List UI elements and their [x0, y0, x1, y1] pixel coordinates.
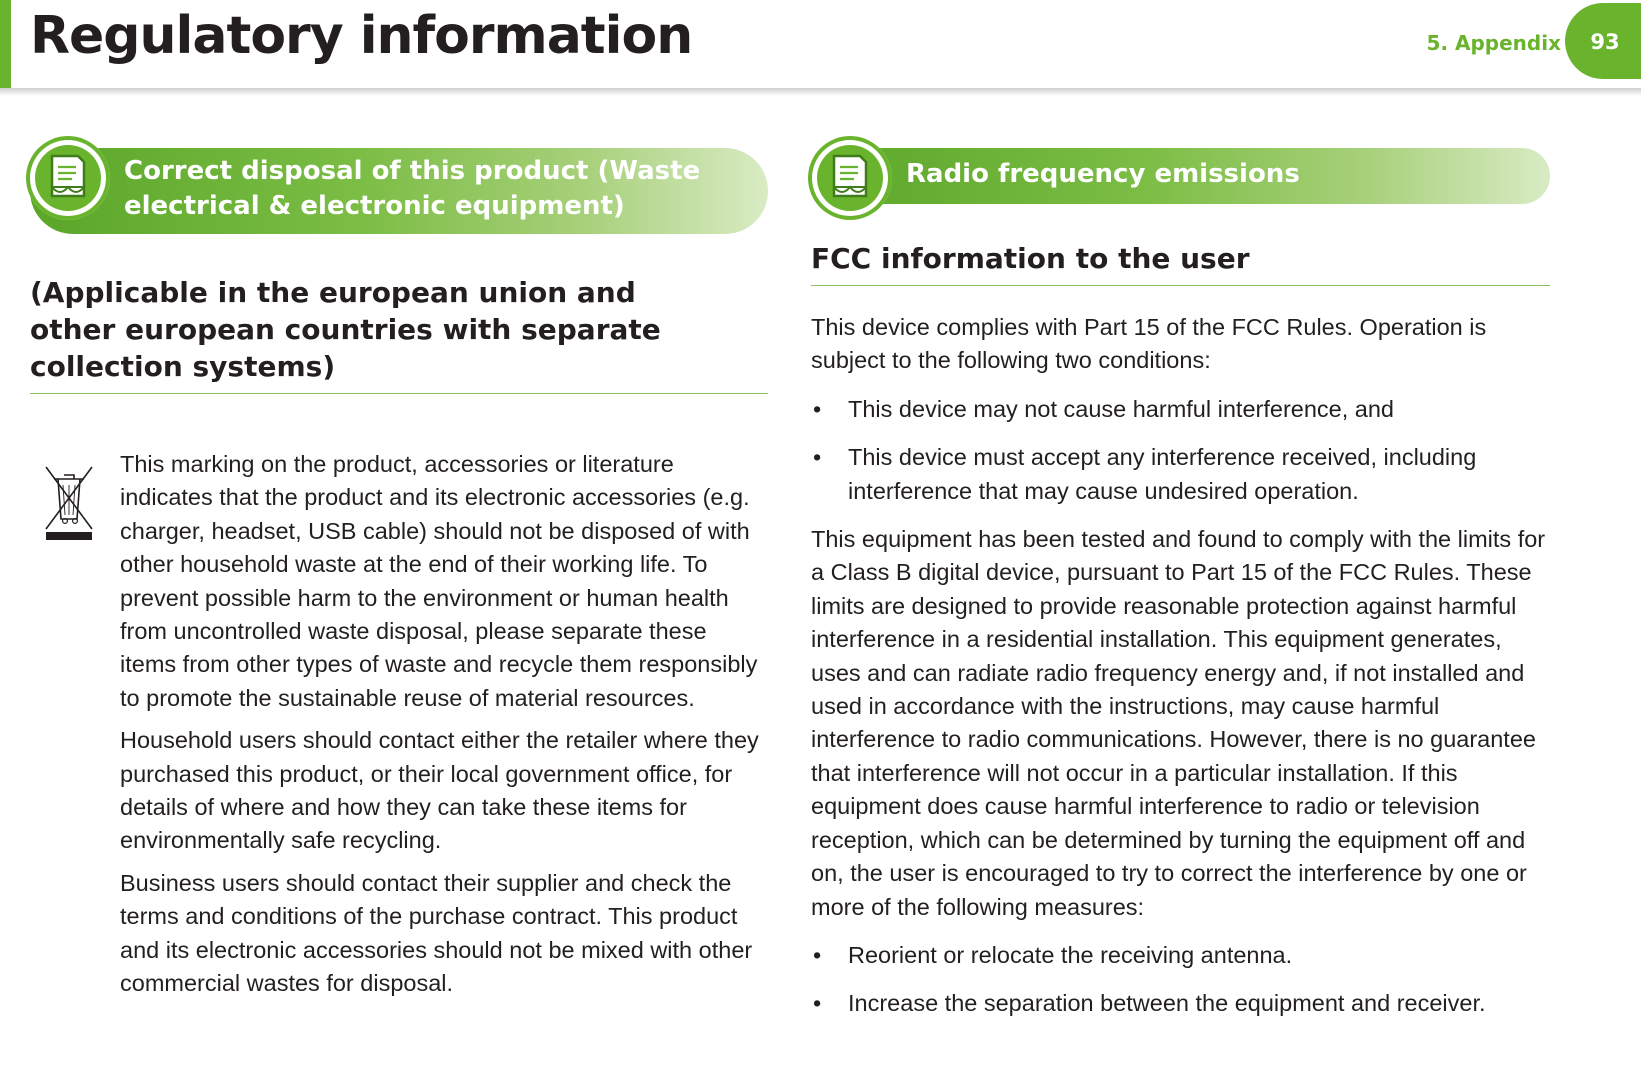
- disposal-body: [120, 448, 766, 1001]
- note-icon: [808, 136, 892, 220]
- list-item-text: This device must accept any interference received, including interference that may cause undesired operation.: [848, 444, 1477, 504]
- list-item-text: This device may not cause harmful interference, and: [848, 395, 1394, 422]
- page-number-badge: 93: [1565, 3, 1641, 79]
- fcc-intro: This device complies with Part 15 of the FCC Rules. Operation is subject to the following two conditions:: [811, 314, 1487, 374]
- list-item: [811, 393, 1551, 426]
- list-item: [811, 441, 1551, 508]
- fcc-body: [811, 311, 1551, 1021]
- fcc-body-paragraph: This equipment has been tested and found to comply with the limits for a Class B digital device, pursuant to Part 15 of the FCC Rules. These limits are designed to provide reasonable protection against harmful interference in a residential installation. This equipment generates, uses and can radiate radio frequency energy and, if not installed and used in accordance with the instructions, may cause harmful interference to radio communications. However, there is no guarantee that interference will not occur in a particular installation. If this equipment does cause harmful interference to radio or television reception, which can be determined by turning the equipment off and on, the user is encouraged to try to correct the interference by one or more of the following measures:: [811, 526, 1546, 920]
- fcc-conditions-list: [811, 393, 1551, 508]
- disposal-subheading-rule: [30, 393, 768, 394]
- fcc-measures-list: [811, 939, 1551, 1021]
- bullet-icon: •: [813, 444, 822, 471]
- bullet-icon: •: [813, 941, 822, 968]
- note-icon: [26, 136, 110, 220]
- list-item: [811, 987, 1551, 1020]
- title-accent-bar: [0, 0, 11, 92]
- section-header-radio: [812, 148, 1550, 204]
- list-item-text: Reorient or relocate the receiving antenna.: [848, 941, 1293, 968]
- weee-crossed-bin-icon: [43, 463, 95, 543]
- list-item-text: Increase the separation between the equipment and receiver.: [848, 990, 1486, 1017]
- section-header-disposal: [30, 148, 768, 234]
- disposal-paragraph-2: Household users should contact either the retailer where they purchased this product, or their local government office, for details of where and how they can take these items for environmentally safe recycling.: [120, 727, 759, 854]
- list-item: [811, 939, 1551, 972]
- fcc-subheading: FCC information to the user: [811, 242, 1250, 275]
- disposal-paragraph-1: This marking on the product, accessories or literature indicates that the product and its electronic accessories (e.g. charger, headset, USB cable) should not be disposed of with other household waste at the end of their working life. To prevent possible harm to the environment or human health from uncontrolled waste disposal, please separate these items from other types of waste and recycle them responsibly to promote the sustainable reuse of material resources.: [120, 451, 758, 711]
- section-title-disposal-line1: Correct disposal of this product (Waste: [124, 156, 701, 186]
- bullet-icon: •: [813, 990, 822, 1017]
- section-title-radio: Radio frequency emissions: [906, 159, 1300, 189]
- section-title-disposal-line2: electrical & electronic equipment): [124, 191, 625, 221]
- chapter-label: 5. Appendix: [1426, 31, 1561, 55]
- page-title: Regulatory information: [30, 6, 693, 66]
- header-divider: [0, 88, 1641, 96]
- disposal-paragraph-3: Business users should contact their supplier and check the terms and conditions of the purchase contract. This product and its electronic accessories should not be mixed with other commercial wastes for disposal.: [120, 869, 753, 997]
- fcc-subheading-rule: [811, 285, 1550, 286]
- bullet-icon: •: [813, 395, 822, 422]
- disposal-subheading: (Applicable in the european union and other european countries with separate collection systems): [30, 276, 661, 383]
